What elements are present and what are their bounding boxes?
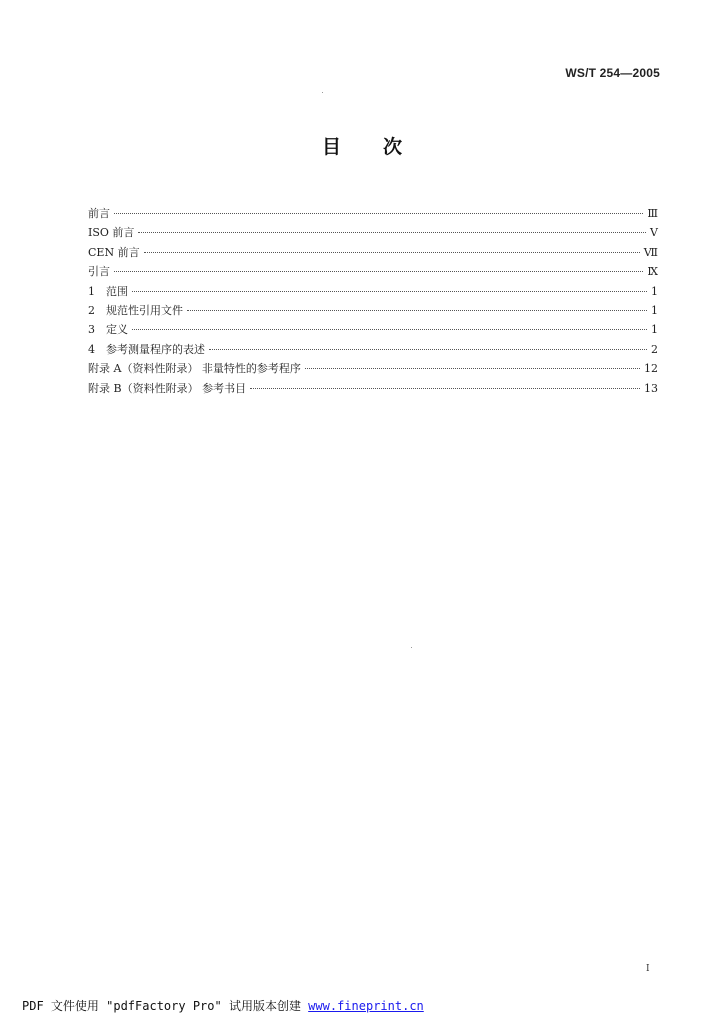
toc-entry-cen-foreword[interactable] (88, 243, 658, 262)
toc-entry-label: CEN 前言 (88, 245, 140, 259)
scan-speck (411, 647, 412, 648)
toc-entry-page: 13 (644, 381, 658, 395)
scan-speck (322, 92, 323, 93)
toc-entry-page: Ⅸ (647, 265, 658, 279)
footer-text: PDF 文件使用 "pdfFactory Pro" 试用版本创建 (22, 999, 309, 1013)
toc-entry-label: 引言 (88, 265, 110, 279)
toc-entry-page: 1 (651, 323, 658, 337)
toc-leader-dots (114, 213, 643, 214)
title-char-1: 目 (321, 136, 341, 158)
toc-leader-dots (114, 271, 643, 272)
table-of-contents (88, 204, 658, 398)
toc-entry-number: 2 (88, 303, 95, 317)
toc-entry-page: Ⅴ (650, 226, 658, 240)
toc-entry-foreword[interactable] (88, 204, 658, 223)
footer-link[interactable]: www.fineprint.cn (308, 999, 424, 1013)
toc-entry-normative-references[interactable] (88, 301, 658, 320)
toc-entry-page: 12 (644, 362, 658, 376)
toc-entry-label: 4 参考测量程序的表述 (88, 340, 205, 359)
toc-entry-label: 前言 (88, 207, 110, 220)
toc-entry-label: ISO 前言 (88, 226, 135, 240)
title-char-2: 次 (383, 136, 403, 158)
toc-leader-dots (305, 368, 640, 369)
toc-entry-page: 1 (651, 303, 658, 317)
toc-entry-page: Ⅶ (643, 245, 658, 259)
toc-entry-annex-a[interactable] (88, 359, 658, 378)
toc-leader-dots (132, 291, 647, 292)
toc-entry-label: 2 规范性引用文件 (88, 301, 183, 320)
toc-entry-definitions[interactable] (88, 320, 658, 339)
toc-entry-label: 附录 B（资料性附录） 参考书目 (88, 381, 247, 395)
toc-entry-annex-b[interactable] (88, 379, 658, 398)
toc-entry-page: 1 (651, 284, 658, 298)
standard-code: WS/T 254—2005 (565, 66, 660, 80)
toc-entry-number: 3 (88, 323, 95, 337)
toc-leader-dots (187, 310, 647, 311)
toc-entry-procedure-description[interactable] (88, 340, 658, 359)
toc-leader-dots (250, 388, 640, 389)
toc-leader-dots (144, 252, 640, 253)
toc-entry-label: 3 定义 (88, 320, 128, 339)
toc-entry-introduction[interactable] (88, 262, 658, 281)
toc-entry-number: 1 (88, 284, 95, 298)
toc-entry-scope[interactable] (88, 282, 658, 301)
page-title (0, 132, 724, 159)
toc-entry-page: 2 (651, 342, 658, 356)
toc-leader-dots (138, 232, 646, 233)
toc-leader-dots (209, 349, 647, 350)
toc-entry-page: Ⅲ (647, 207, 658, 220)
toc-entry-iso-foreword[interactable] (88, 223, 658, 242)
toc-entry-label: 附录 A（资料性附录） 非量特性的参考程序 (88, 362, 301, 376)
toc-leader-dots (132, 329, 647, 330)
toc-entry-label: 1 范围 (88, 282, 128, 301)
pdf-footer (22, 997, 424, 1014)
toc-entry-number: 4 (88, 342, 95, 356)
page-number: Ⅰ (646, 964, 650, 974)
